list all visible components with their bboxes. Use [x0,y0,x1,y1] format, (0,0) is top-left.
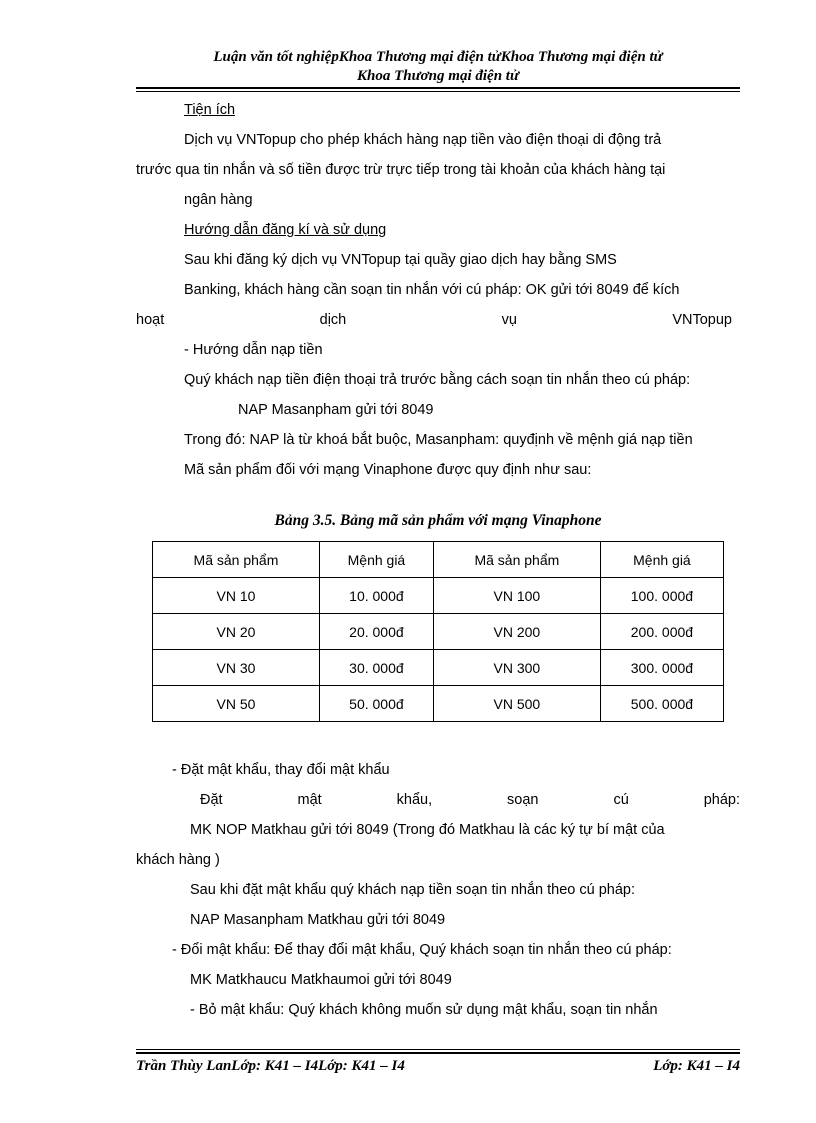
table-cell: VN 30 [153,650,320,686]
paragraph-line: trước qua tin nhắn và số tiền được trừ trực tiếp trong tài khoản của khách hàng tại [136,162,666,178]
justified-line [136,305,740,335]
justified-line [136,785,740,815]
paragraph-line: khách hàng ) [136,852,220,868]
paragraph-line: Sau khi đăng ký dịch vụ VNTopup tại quầy giao dịch hay bằng SMS [184,252,617,268]
product-code-table [152,541,724,722]
syntax-line: NAP Masanpham gửi tới 8049 [238,402,434,418]
word: pháp: [703,792,740,808]
table-caption: Bảng 3.5. Bảng mã sản phẩm với mạng Vinaphone [274,512,602,529]
paragraph-line: - Hướng dẫn nạp tiền [184,342,323,358]
body-section-1 [136,95,740,485]
table-cell: 500. 000đ [600,686,723,722]
table-cell: 100. 000đ [600,578,723,614]
word: dịch [319,312,347,328]
footer-divider-thin [136,1049,740,1050]
paragraph-line: ngân hàng [184,192,253,208]
body-section-2 [136,755,740,1025]
paragraph-line: - Đặt mật khẩu, thay đổi mật khẩu [172,762,390,778]
footer-divider [136,1052,740,1054]
word: mật [297,792,322,808]
table-cell: VN 200 [433,614,600,650]
word: soạn [507,792,539,808]
table-cell: 20. 000đ [319,614,433,650]
header-cell: Mệnh giá [600,542,723,578]
paragraph-line: - Đổi mật khẩu: Để thay đổi mật khẩu, Quý khách soạn tin nhắn theo cú pháp: [172,942,672,958]
footer-right: Lớp: K41 – I4 [653,1058,740,1074]
page-footer [136,1058,740,1075]
table-cell: 10. 000đ [319,578,433,614]
header-divider [136,87,740,89]
paragraph-line: Dịch vụ VNTopup cho phép khách hàng nạp tiền vào điện thoại di động trả [184,132,662,148]
table-cell: VN 100 [433,578,600,614]
word: Đặt [200,792,223,808]
table-cell: 30. 000đ [319,650,433,686]
section-title-tien-ich: Tiện ích [184,102,236,118]
paragraph-line: Sau khi đặt mật khẩu quý khách nạp tiền soạn tin nhắn theo cú pháp: [190,882,635,898]
table-cell: VN 20 [153,614,320,650]
table-cell: 50. 000đ [319,686,433,722]
paragraph-line: - Bỏ mật khẩu: Quý khách không muốn sử dụng mật khẩu, soạn tin nhắn [190,1002,658,1018]
paragraph-line: MK NOP Matkhau gửi tới 8049 (Trong đó Matkhau là các ký tự bí mật của [190,822,665,838]
table-cell: VN 10 [153,578,320,614]
table-row [153,614,724,650]
word: khẩu, [396,792,433,808]
table-row [153,578,724,614]
header-line-1: Luận văn tốt nghiệpKhoa Thương mại điện tửKhoa Thương mại điện tử [213,49,663,65]
table-cell: VN 50 [153,686,320,722]
table-cell: VN 500 [433,686,600,722]
syntax-line: NAP Masanpham Matkhau gửi tới 8049 [190,912,446,928]
table-header-row [153,542,724,578]
header-cell: Mã sản phẩm [433,542,600,578]
header-cell: Mệnh giá [319,542,433,578]
paragraph-line: Mã sản phẩm đối với mạng Vinaphone được quy định như sau: [184,462,592,478]
table-cell: 300. 000đ [600,650,723,686]
page-header [136,48,740,86]
table-row [153,686,724,722]
header-line-2: Khoa Thương mại điện tử [357,68,519,84]
section-title-huong-dan: Hướng dẫn đăng kí và sử dụng [184,222,387,238]
word: hoạt [136,312,165,328]
paragraph-line: Trong đó: NAP là từ khoá bắt buộc, Masanpham: quyđịnh về mệnh giá nạp tiền [184,432,693,448]
table-cell: 200. 000đ [600,614,723,650]
word: VNTopup [672,312,732,328]
word: cú [613,792,629,808]
header-cell: Mã sản phẩm [153,542,320,578]
paragraph-line: Banking, khách hàng cần soạn tin nhắn với cú pháp: OK gửi tới 8049 để kích [184,282,680,298]
word: vụ [501,312,517,328]
footer-left: Trần Thùy LanLớp: K41 – I4Lớp: K41 – I4 [136,1058,405,1074]
paragraph-line: Quý khách nạp tiền điện thoại trả trước bằng cách soạn tin nhắn theo cú pháp: [184,372,691,388]
table-row [153,650,724,686]
table-cell: VN 300 [433,650,600,686]
header-divider-thin [136,91,740,92]
syntax-line: MK Matkhaucu Matkhaumoi gửi tới 8049 [190,972,452,988]
